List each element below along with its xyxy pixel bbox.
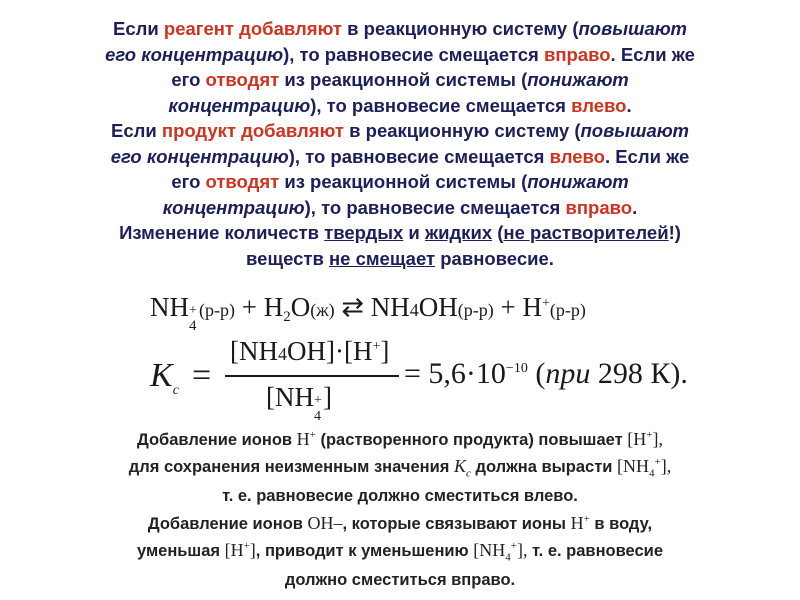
formula-sup: + — [372, 339, 381, 354]
text: т. е. равновесие — [527, 542, 664, 560]
formula-sub: 4 — [649, 467, 655, 480]
text: Изменение количеств — [119, 222, 325, 243]
formula-part: ], — [660, 456, 672, 476]
italic-text: при — [545, 357, 591, 390]
line-8 — [38, 195, 762, 221]
highlight-red: вправо — [543, 43, 611, 65]
formula-part: OH — [418, 292, 458, 322]
formula-part: ] — [380, 336, 390, 366]
formula-part: [NH — [617, 456, 649, 476]
phase-label: (ж) — [310, 300, 335, 320]
formula-part: NH — [370, 292, 410, 322]
text: равновесие. — [435, 247, 554, 269]
dissociation-equation — [150, 292, 586, 334]
highlight-red: отводят — [205, 69, 280, 90]
formula-part: + — [234, 292, 264, 322]
highlight-red: вправо — [565, 196, 633, 218]
fraction-denominator — [266, 382, 332, 424]
text: ( — [492, 222, 504, 243]
text: , приводит к уменьшению — [255, 542, 474, 560]
phase-label: (р-р) — [549, 300, 586, 320]
formula — [571, 513, 590, 533]
formula — [297, 429, 316, 449]
formula-sup: + — [654, 456, 661, 468]
formula-part: [NH — [230, 336, 278, 366]
formula — [617, 456, 672, 480]
text: из реакционной системы ( — [279, 69, 528, 90]
formula — [627, 429, 663, 449]
formula-part: OH — [307, 513, 334, 533]
text: из реакционной системы ( — [279, 171, 528, 192]
formula-sub: с — [466, 467, 471, 480]
line-6 — [38, 144, 762, 170]
highlight-red: реагент добавляют — [163, 18, 342, 39]
formula-sup: + — [243, 540, 250, 552]
kc-value — [404, 357, 688, 391]
text: . — [632, 196, 638, 218]
formula-part: 4 — [278, 344, 287, 364]
formula-part: ( — [527, 357, 546, 390]
line-e — [40, 535, 760, 569]
formula-sub: 4 — [189, 318, 197, 334]
formula-part: 298 К). — [590, 357, 688, 390]
text: его — [171, 69, 206, 90]
text: в реакционную систему ( — [343, 120, 581, 141]
equilibrium-arrow-icon: ⇄ — [341, 292, 365, 322]
line-5 — [38, 118, 762, 144]
formula-part: O — [290, 292, 311, 322]
line-d — [40, 508, 760, 535]
italic-text: повышают — [578, 18, 688, 39]
formula-sub: с — [172, 382, 179, 398]
formula-part: OH]·[H — [287, 336, 373, 366]
text: ), то равновесие смещается — [288, 145, 550, 167]
formula-part: K — [453, 456, 466, 476]
line-2 — [38, 42, 762, 68]
phase-label: (р-р) — [199, 300, 235, 320]
text: Если — [112, 18, 164, 39]
formula-sup: + — [510, 540, 517, 552]
text: Добавление ионов — [137, 431, 297, 449]
italic-text: понижают — [527, 171, 629, 192]
line-1 — [38, 16, 762, 42]
text: должно сместиться вправо. — [284, 570, 516, 589]
text: веществ — [246, 247, 329, 269]
formula-part: NH — [150, 292, 189, 322]
formula — [308, 513, 343, 533]
formula — [473, 540, 528, 564]
formula — [225, 540, 256, 560]
text: . — [626, 94, 632, 116]
formula-sup: −10 — [505, 361, 528, 376]
highlight-red: влево — [571, 94, 627, 116]
formula-part: H — [263, 292, 284, 322]
text: Добавление ионов — [147, 515, 308, 533]
text: его — [171, 171, 206, 192]
formula-part: 5,6·10 — [428, 357, 506, 390]
underlined-text: не растворителей — [503, 222, 669, 243]
text: в воду, — [589, 515, 653, 533]
formula-sub: 2 — [283, 309, 291, 325]
text: и — [403, 222, 425, 243]
italic-text: повышают — [580, 120, 690, 141]
formula-part: [NH — [266, 382, 314, 412]
formula — [453, 456, 471, 480]
italic-text: концентрацию — [162, 196, 305, 218]
highlight-red: отводят — [205, 171, 280, 192]
line-3 — [38, 67, 762, 93]
text: должна вырасти — [470, 458, 617, 476]
formula-sup: + — [309, 429, 316, 441]
italic-text: понижают — [527, 69, 629, 90]
equals-sign: = — [192, 357, 212, 394]
italic-text: его концентрацию — [105, 43, 284, 65]
line-10 — [38, 246, 762, 272]
formula-sub: 4 — [505, 551, 511, 564]
line-b — [40, 451, 760, 485]
line-4 — [38, 93, 762, 119]
formula-part: – — [333, 513, 343, 533]
formula-part: H — [522, 292, 542, 322]
formula-part: ], — [652, 429, 663, 449]
oh-ion-paragraph — [40, 508, 760, 591]
text: !) — [668, 222, 681, 243]
line-c — [40, 485, 760, 507]
h-ion-paragraph — [40, 424, 760, 507]
formula-sup: + — [189, 303, 197, 318]
formula-part: + — [493, 292, 523, 322]
formula-sub: 4 — [314, 409, 321, 424]
fraction-numerator — [230, 336, 389, 367]
phase-label: (р-р) — [457, 300, 494, 320]
formula-sup: + — [646, 429, 653, 441]
formula-part: K — [150, 357, 173, 394]
text: . Если же — [610, 43, 695, 65]
italic-text: концентрацию — [168, 94, 311, 116]
formula-sup: + — [542, 296, 550, 311]
highlight-red: влево — [549, 145, 605, 167]
underlined-text: твердых — [324, 222, 404, 243]
text: , которые связывают ионы — [342, 515, 571, 533]
line-f — [40, 569, 760, 591]
text: (растворенного продукта) повышает — [315, 431, 628, 449]
underlined-text: жидких — [424, 222, 493, 243]
fraction-bar — [225, 375, 399, 377]
text: ), то равновесие смещается — [310, 94, 572, 116]
text: для сохранения неизменным значения — [128, 458, 454, 476]
text: уменьшая — [136, 542, 225, 560]
kc-symbol — [150, 357, 179, 399]
formula-part: ], — [516, 540, 528, 560]
formula-part: [H — [224, 540, 244, 560]
formula-part: ] — [323, 382, 332, 412]
line-9 — [38, 220, 762, 246]
text: в реакционную систему ( — [341, 18, 579, 39]
line-a — [40, 424, 760, 451]
text: ), то равновесие смещается — [304, 196, 566, 218]
formula-part: [NH — [473, 540, 506, 560]
formula-sup: + — [314, 393, 322, 408]
text: т. е. равновесие должно сместиться влево. — [222, 486, 578, 505]
formula-part: [H — [627, 429, 647, 449]
formula-part: H — [570, 513, 584, 533]
formula-sup: + — [583, 513, 590, 525]
text: ), то равновесие смещается — [283, 43, 544, 65]
formula-part: 4 — [409, 300, 419, 320]
formula-part: H — [296, 429, 310, 449]
formula-part: ] — [249, 540, 256, 560]
underlined-text: не смещает — [328, 247, 436, 269]
italic-text: его концентрацию — [110, 145, 289, 167]
highlight-red: продукт добавляют — [161, 120, 344, 141]
text: . Если же — [604, 145, 690, 167]
line-7 — [38, 169, 762, 195]
equilibrium-rules-paragraph — [38, 16, 762, 271]
equals-sign: = — [404, 357, 421, 390]
text: Если — [110, 120, 162, 141]
